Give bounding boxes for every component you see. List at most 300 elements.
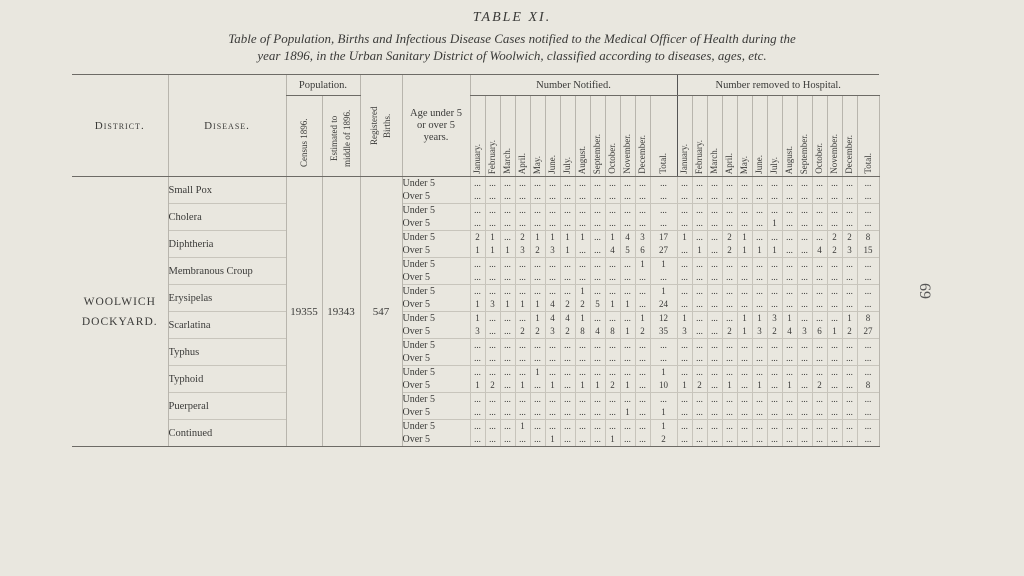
notified-month-cell: 1 (515, 379, 530, 393)
notified-month-cell: ... (635, 190, 650, 204)
removed-month-cell: ... (752, 258, 767, 272)
notified-month-cell: ... (485, 406, 500, 420)
notified-month-cell: ... (485, 217, 500, 231)
removed-month-cell: ... (842, 298, 857, 312)
removed-total-cell: 8 (857, 379, 879, 393)
notified-total-header: Total. (658, 153, 668, 174)
notified-month-cell: 1 (560, 244, 575, 258)
notified-month-cell: ... (590, 217, 605, 231)
notified-month-cell: 4 (605, 244, 620, 258)
removed-total-cell: ... (857, 366, 879, 380)
removed-month-cell: ... (797, 244, 812, 258)
notified-month-cell: ... (575, 217, 590, 231)
disease-name: Erysipelas (168, 285, 286, 312)
removed-month-cell: ... (842, 406, 857, 420)
removed-month-cell: ... (722, 352, 737, 366)
removed-month-cell: ... (722, 420, 737, 434)
notified-month-cell: ... (575, 190, 590, 204)
notified-month-cell: ... (530, 177, 545, 191)
removed-total-cell: 8 (857, 312, 879, 326)
removed-total-cell: ... (857, 352, 879, 366)
notified-month-cell: ... (500, 271, 515, 285)
notified-month-cell: ... (500, 366, 515, 380)
removed-month-cell: ... (782, 433, 797, 447)
notified-month-cell: ... (620, 352, 635, 366)
removed-month-cell: ... (737, 285, 752, 299)
notified-month-cell: ... (485, 190, 500, 204)
notified-month-cell: 3 (545, 244, 560, 258)
removed-month-cell: ... (707, 393, 722, 407)
removed-month-cell: ... (737, 217, 752, 231)
notified-month-cell: ... (635, 393, 650, 407)
removed-month-cell: ... (812, 204, 827, 218)
removed-month-header: October. (814, 143, 824, 174)
removed-month-cell: ... (692, 366, 707, 380)
removed-month-cell: ... (782, 217, 797, 231)
notified-month-cell: ... (485, 271, 500, 285)
removed-month-cell: ... (707, 258, 722, 272)
disease-table (72, 74, 880, 447)
notified-month-cell: 2 (515, 325, 530, 339)
notified-month-header: October. (607, 143, 617, 174)
notified-month-cell: ... (515, 285, 530, 299)
removed-month-cell: ... (692, 204, 707, 218)
notified-month-cell: ... (575, 406, 590, 420)
removed-month-cell: ... (737, 271, 752, 285)
notified-month-cell: ... (530, 406, 545, 420)
registered-births-value: 547 (360, 177, 402, 447)
notified-month-cell: ... (590, 339, 605, 353)
notified-month-cell: ... (605, 217, 620, 231)
removed-month-cell: 1 (827, 325, 842, 339)
notified-month-cell: ... (605, 352, 620, 366)
removed-month-cell: ... (677, 177, 692, 191)
notified-month-cell: ... (530, 433, 545, 447)
notified-month-cell: ... (560, 271, 575, 285)
removed-month-cell: ... (677, 271, 692, 285)
notified-month-cell: ... (470, 339, 485, 353)
notified-month-cell: ... (575, 352, 590, 366)
notified-month-header: March. (502, 148, 512, 174)
caption-line-2: year 1896, in the Urban Sanitary District of Woolwich, classified according to diseases, ages, etc. (257, 48, 767, 63)
removed-month-cell: 1 (677, 312, 692, 326)
removed-month-cell: ... (827, 433, 842, 447)
notified-month-cell: 2 (515, 231, 530, 245)
notified-month-header: December. (637, 135, 647, 174)
removed-month-cell: ... (767, 352, 782, 366)
notified-total-cell: 10 (650, 379, 677, 393)
notified-month-cell: ... (470, 285, 485, 299)
notified-month-cell: ... (500, 406, 515, 420)
notified-month-cell: ... (590, 433, 605, 447)
notified-total-cell: 17 (650, 231, 677, 245)
notified-month-cell: ... (485, 339, 500, 353)
notified-month-cell: ... (575, 420, 590, 434)
removed-month-cell: ... (812, 393, 827, 407)
notified-month-cell: ... (515, 433, 530, 447)
removed-month-cell: ... (797, 217, 812, 231)
removed-month-cell: ... (737, 204, 752, 218)
notified-month-cell: ... (500, 352, 515, 366)
notified-month-cell: 1 (620, 406, 635, 420)
removed-month-cell: ... (827, 406, 842, 420)
removed-month-cell: ... (812, 339, 827, 353)
removed-month-cell: ... (797, 393, 812, 407)
removed-month-cell: ... (722, 217, 737, 231)
census-header: Census 1896. (298, 118, 309, 168)
notified-month-cell: ... (635, 204, 650, 218)
removed-month-cell: 1 (737, 312, 752, 326)
removed-month-header: September. (799, 133, 809, 174)
notified-month-cell: ... (620, 393, 635, 407)
notified-month-cell: 1 (590, 379, 605, 393)
removed-total-cell: 27 (857, 325, 879, 339)
notified-month-cell: 1 (620, 379, 635, 393)
notified-month-header: August. (577, 145, 587, 174)
notified-month-cell: ... (620, 190, 635, 204)
removed-month-cell: ... (797, 271, 812, 285)
removed-month-cell: ... (737, 258, 752, 272)
notified-month-cell: ... (605, 366, 620, 380)
notified-month-cell: 2 (470, 231, 485, 245)
notified-month-cell: 3 (545, 325, 560, 339)
removed-month-cell: ... (752, 217, 767, 231)
disease-name: Continued (168, 420, 286, 447)
removed-month-cell: 1 (752, 379, 767, 393)
removed-month-header: April. (724, 152, 734, 174)
notified-month-cell: 6 (635, 244, 650, 258)
removed-month-cell: ... (707, 231, 722, 245)
removed-month-cell: ... (692, 190, 707, 204)
notified-month-cell: ... (530, 352, 545, 366)
notified-month-cell: ... (590, 393, 605, 407)
notified-month-cell: 1 (545, 379, 560, 393)
removed-month-header: February. (694, 139, 704, 174)
age-group: Over 5 (402, 379, 470, 393)
removed-month-cell: ... (797, 420, 812, 434)
notified-month-cell: 1 (500, 298, 515, 312)
notified-month-cell: ... (620, 366, 635, 380)
notified-month-cell: 8 (605, 325, 620, 339)
removed-month-cell: ... (752, 190, 767, 204)
notified-month-cell: ... (530, 217, 545, 231)
removed-month-cell: ... (692, 325, 707, 339)
removed-month-cell: ... (797, 406, 812, 420)
removed-month-cell: ... (767, 177, 782, 191)
notified-month-cell: 3 (515, 244, 530, 258)
notified-month-cell: ... (485, 312, 500, 326)
removed-month-cell: ... (827, 312, 842, 326)
age-group: Under 5 (402, 285, 470, 299)
removed-month-cell: 3 (767, 312, 782, 326)
removed-total-cell: ... (857, 339, 879, 353)
removed-total-header: Total. (862, 153, 873, 174)
removed-month-cell: ... (677, 339, 692, 353)
notified-month-cell: ... (560, 420, 575, 434)
notified-month-cell: 1 (530, 298, 545, 312)
removed-month-cell: ... (767, 298, 782, 312)
notified-month-cell: ... (605, 339, 620, 353)
removed-month-cell: ... (737, 190, 752, 204)
notified-month-cell: ... (500, 190, 515, 204)
notified-month-cell: ... (560, 339, 575, 353)
removed-month-cell: ... (677, 285, 692, 299)
removed-month-header: December. (844, 135, 854, 174)
district-header: District. (72, 75, 168, 177)
removed-month-cell: ... (722, 433, 737, 447)
notified-month-header: April. (517, 152, 527, 174)
notified-month-cell: ... (545, 177, 560, 191)
notified-month-cell: 1 (530, 231, 545, 245)
notified-total-cell: 2 (650, 433, 677, 447)
removed-month-cell: ... (722, 285, 737, 299)
removed-month-header: July. (769, 157, 779, 174)
notified-month-cell: ... (620, 177, 635, 191)
notified-month-cell: ... (515, 366, 530, 380)
notified-month-cell: ... (560, 433, 575, 447)
removed-month-cell: ... (752, 285, 767, 299)
removed-month-cell: ... (782, 190, 797, 204)
removed-month-cell: ... (692, 271, 707, 285)
notified-month-cell: ... (605, 177, 620, 191)
removed-month-cell: ... (752, 393, 767, 407)
notified-month-cell: 3 (485, 298, 500, 312)
removed-month-cell: ... (722, 258, 737, 272)
removed-month-cell: ... (707, 177, 722, 191)
notified-month-header: May. (532, 155, 542, 174)
removed-month-cell: ... (737, 420, 752, 434)
removed-total-cell: ... (857, 217, 879, 231)
notified-total-cell: 1 (650, 366, 677, 380)
notified-month-cell: ... (500, 177, 515, 191)
removed-month-cell: 1 (782, 379, 797, 393)
removed-month-cell: ... (842, 352, 857, 366)
removed-month-cell: ... (767, 204, 782, 218)
removed-month-cell: ... (737, 393, 752, 407)
notified-month-cell: ... (470, 366, 485, 380)
notified-month-cell: ... (515, 271, 530, 285)
removed-month-cell: ... (692, 420, 707, 434)
notified-month-cell: ... (620, 312, 635, 326)
notified-month-cell: ... (560, 352, 575, 366)
removed-month-cell: ... (692, 339, 707, 353)
removed-month-cell: ... (782, 285, 797, 299)
notified-month-cell: ... (515, 406, 530, 420)
notified-month-cell: ... (560, 258, 575, 272)
removed-month-cell: ... (707, 312, 722, 326)
removed-month-cell: ... (842, 204, 857, 218)
notified-month-header: July. (562, 157, 572, 174)
disease-name: Scarlatina (168, 312, 286, 339)
notified-month-cell: ... (635, 420, 650, 434)
notified-month-cell: 4 (545, 298, 560, 312)
notified-month-cell: ... (545, 258, 560, 272)
removed-month-cell: ... (767, 420, 782, 434)
notified-month-cell: ... (515, 312, 530, 326)
removed-header: Number removed to Hospital. (677, 75, 879, 96)
notified-month-cell: ... (530, 285, 545, 299)
notified-month-cell: 1 (605, 433, 620, 447)
notified-month-cell: 1 (485, 244, 500, 258)
age-group: Under 5 (402, 420, 470, 434)
notified-month-cell: ... (605, 204, 620, 218)
removed-month-cell: ... (767, 433, 782, 447)
notified-month-cell: ... (500, 258, 515, 272)
table-row (72, 177, 879, 191)
removed-month-cell: ... (842, 379, 857, 393)
notified-month-cell: ... (545, 190, 560, 204)
removed-month-cell: 1 (677, 379, 692, 393)
notified-month-cell: ... (635, 379, 650, 393)
notified-month-cell: 2 (560, 298, 575, 312)
age-group: Under 5 (402, 231, 470, 245)
notified-month-cell: 2 (485, 379, 500, 393)
removed-month-cell: ... (812, 298, 827, 312)
notified-month-cell: ... (620, 258, 635, 272)
removed-month-cell: ... (782, 406, 797, 420)
removed-total-cell: 8 (857, 231, 879, 245)
removed-month-cell: ... (692, 433, 707, 447)
notified-month-cell: 2 (575, 298, 590, 312)
removed-month-cell: ... (797, 231, 812, 245)
notified-month-cell: ... (515, 339, 530, 353)
removed-month-cell: ... (767, 271, 782, 285)
age-group: Over 5 (402, 190, 470, 204)
notified-month-cell: ... (590, 177, 605, 191)
notified-month-cell: ... (620, 217, 635, 231)
removed-month-cell: 1 (767, 217, 782, 231)
notified-month-header: June. (547, 155, 557, 174)
notified-month-cell: ... (590, 352, 605, 366)
removed-month-cell: ... (752, 433, 767, 447)
age-group: Under 5 (402, 393, 470, 407)
notified-month-cell: ... (530, 339, 545, 353)
notified-total-cell: ... (650, 204, 677, 218)
removed-month-cell: ... (737, 433, 752, 447)
notified-month-cell: ... (635, 433, 650, 447)
removed-month-cell: ... (707, 406, 722, 420)
notified-month-cell: ... (620, 285, 635, 299)
removed-month-cell: ... (812, 177, 827, 191)
removed-month-cell: ... (707, 339, 722, 353)
notified-month-cell: ... (500, 231, 515, 245)
notified-month-cell: 1 (560, 231, 575, 245)
notified-month-header: January. (472, 144, 482, 174)
notified-month-cell: ... (485, 285, 500, 299)
notified-month-cell: ... (470, 352, 485, 366)
disease-name: Cholera (168, 204, 286, 231)
removed-month-cell: ... (842, 366, 857, 380)
removed-month-cell: ... (752, 420, 767, 434)
notified-month-cell: ... (485, 433, 500, 447)
notified-month-cell: ... (575, 271, 590, 285)
notified-month-cell: 1 (575, 312, 590, 326)
notified-month-cell: 1 (605, 231, 620, 245)
removed-month-cell: 2 (722, 325, 737, 339)
age-group: Under 5 (402, 339, 470, 353)
notified-month-cell: 3 (470, 325, 485, 339)
disease-header: Disease. (168, 75, 286, 177)
removed-month-cell: ... (767, 190, 782, 204)
table-row (72, 231, 879, 245)
removed-month-cell: ... (782, 204, 797, 218)
removed-month-cell: ... (812, 231, 827, 245)
notified-month-cell: ... (545, 352, 560, 366)
notified-month-cell: ... (545, 285, 560, 299)
removed-month-cell: ... (707, 271, 722, 285)
removed-month-cell: ... (782, 366, 797, 380)
notified-month-cell: 1 (470, 244, 485, 258)
notified-month-cell: ... (485, 204, 500, 218)
census-value: 19355 (286, 177, 322, 447)
notified-month-cell: ... (575, 258, 590, 272)
notified-month-cell: ... (560, 406, 575, 420)
notified-month-cell: ... (545, 204, 560, 218)
removed-month-cell: ... (737, 177, 752, 191)
removed-month-cell: ... (812, 258, 827, 272)
notified-month-cell: ... (590, 204, 605, 218)
removed-month-cell: ... (707, 433, 722, 447)
removed-month-cell: ... (797, 379, 812, 393)
removed-month-cell: ... (767, 366, 782, 380)
notified-month-cell: ... (575, 244, 590, 258)
births-header: Registered Births. (369, 106, 392, 145)
notified-total-cell: ... (650, 393, 677, 407)
removed-month-cell: ... (827, 352, 842, 366)
notified-month-cell: ... (500, 312, 515, 326)
disease-name: Membranous Croup (168, 258, 286, 285)
removed-total-cell: ... (857, 258, 879, 272)
notified-month-cell: ... (470, 217, 485, 231)
table-row (72, 393, 879, 407)
page-number: 69 (916, 283, 933, 299)
notified-month-cell: ... (470, 258, 485, 272)
removed-month-cell: ... (767, 231, 782, 245)
removed-month-cell: ... (707, 190, 722, 204)
notified-month-cell: ... (605, 258, 620, 272)
notified-month-cell: ... (590, 231, 605, 245)
notified-month-cell: ... (620, 204, 635, 218)
notified-month-cell: ... (560, 177, 575, 191)
removed-month-cell: ... (692, 312, 707, 326)
removed-total-cell: ... (857, 420, 879, 434)
removed-month-cell: ... (797, 285, 812, 299)
removed-month-cell: ... (782, 258, 797, 272)
disease-name: Diphtheria (168, 231, 286, 258)
notified-month-cell: ... (500, 433, 515, 447)
removed-total-cell: 15 (857, 244, 879, 258)
removed-month-cell: ... (797, 339, 812, 353)
removed-month-cell: ... (707, 379, 722, 393)
district-name-line-1: WOOLWICH (83, 295, 156, 308)
notified-month-cell: ... (485, 177, 500, 191)
notified-month-cell: 1 (500, 244, 515, 258)
removed-month-cell: ... (752, 204, 767, 218)
removed-month-header: August. (784, 145, 794, 174)
removed-month-cell: ... (707, 352, 722, 366)
removed-month-cell: 1 (842, 312, 857, 326)
removed-month-cell: 1 (737, 231, 752, 245)
removed-month-cell: ... (827, 177, 842, 191)
notified-month-cell: 2 (635, 325, 650, 339)
removed-month-cell: ... (797, 298, 812, 312)
notified-month-cell: ... (470, 433, 485, 447)
notified-month-cell: 1 (620, 298, 635, 312)
removed-month-cell: ... (722, 190, 737, 204)
age-group: Under 5 (402, 258, 470, 272)
notified-total-cell: ... (650, 339, 677, 353)
removed-month-cell: 1 (677, 231, 692, 245)
